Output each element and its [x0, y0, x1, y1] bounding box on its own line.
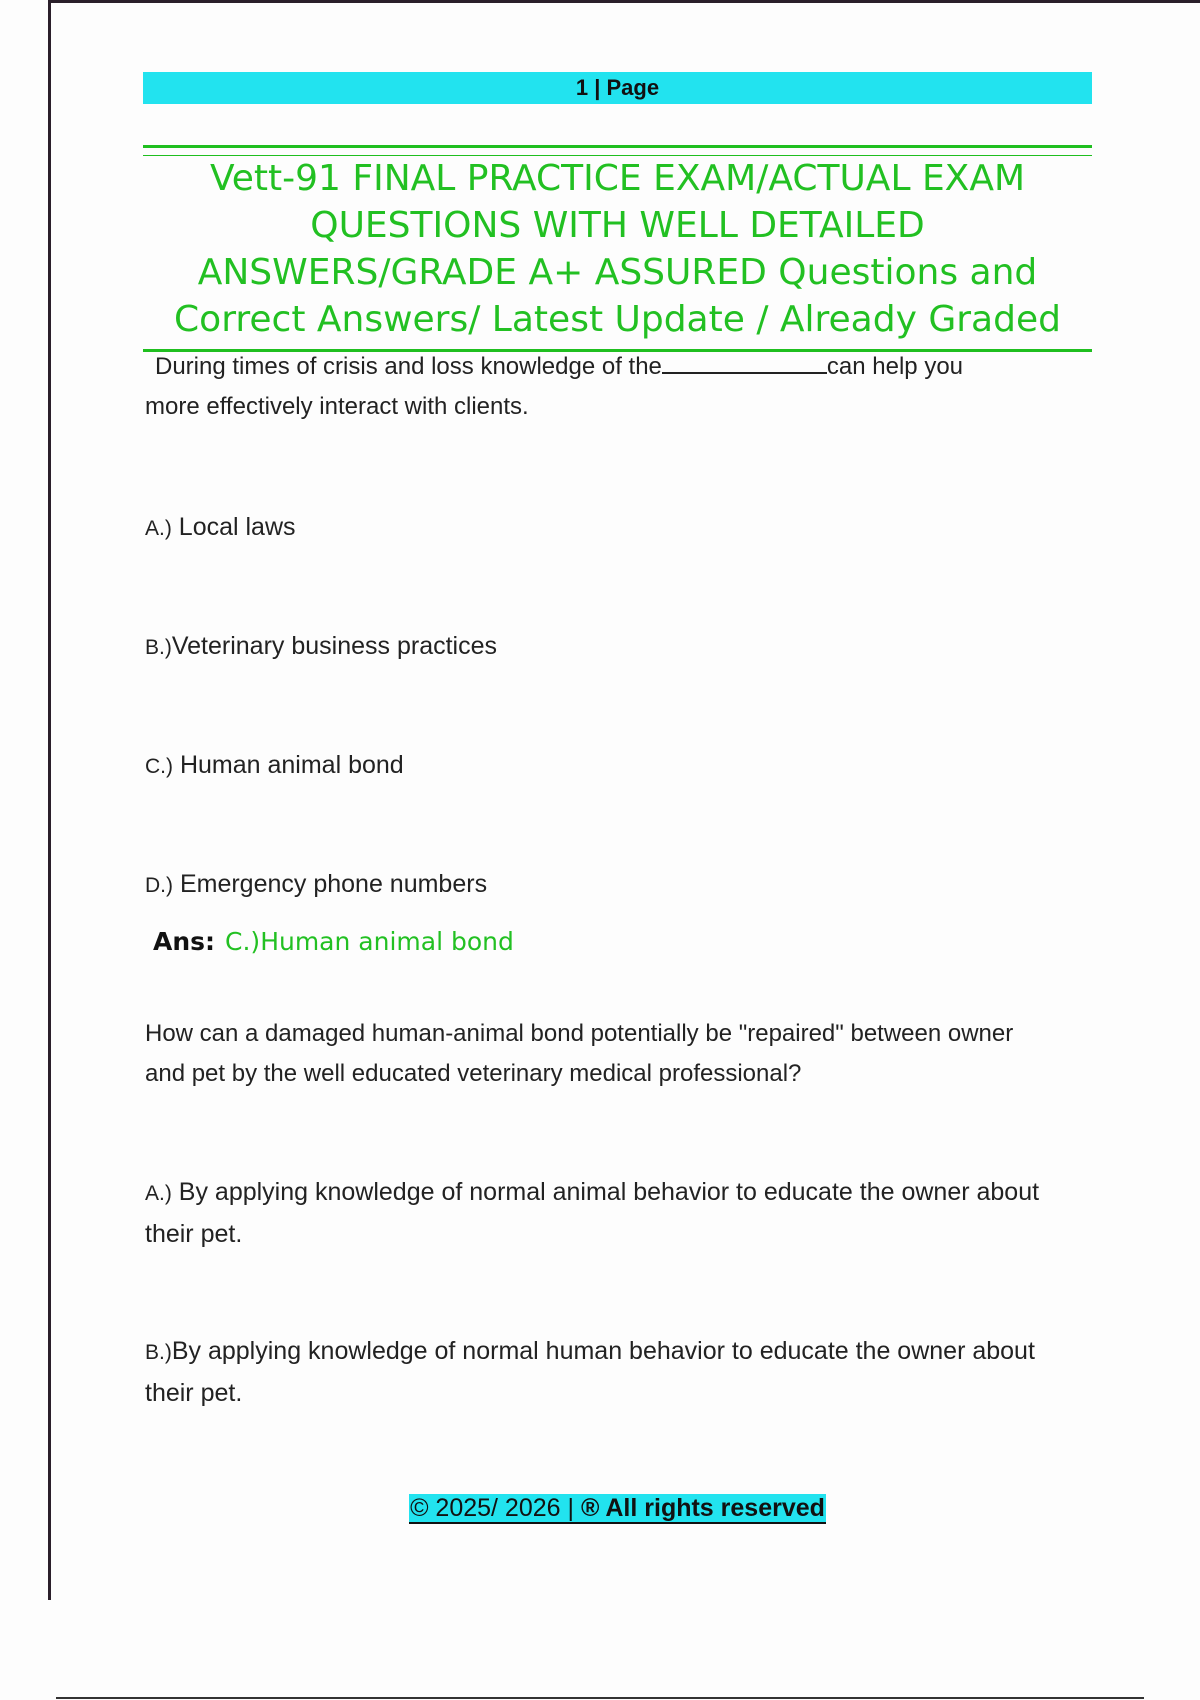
fill-in-blank	[662, 348, 827, 374]
page-frame-left	[48, 0, 51, 1600]
question-2-option-b: B.)By applying knowledge of normal human behavior to educate the owner about their pet.	[145, 1337, 1035, 1407]
document-title	[143, 155, 1092, 343]
title-line-4: Correct Answers/ Latest Update / Already Graded	[174, 299, 1061, 340]
question-1-option-c: C.) Human animal bond	[145, 751, 404, 779]
question-1-option-a: A.) Local laws	[145, 513, 296, 541]
question-1-answer	[153, 922, 514, 962]
question-1-line-2: more effectively interact with clients.	[145, 393, 529, 420]
question-2-option-a: A.) By applying knowledge of normal animal behavior to educate the owner about their pet.	[145, 1178, 1040, 1248]
question-1-option-d: D.) Emergency phone numbers	[145, 870, 488, 898]
copyright-years: © 2025/ 2026 |	[410, 1494, 581, 1522]
page-number-header: 1 | Page	[143, 72, 1092, 104]
answer-value: C.)Human animal bond	[225, 927, 514, 956]
question-2-text	[145, 1014, 1085, 1094]
copyright-footer	[143, 1491, 1092, 1525]
title-rule-top	[143, 145, 1092, 148]
question-1-part-2: can help you	[826, 353, 964, 380]
question-1-text	[145, 347, 1085, 427]
title-line-3: ANSWERS/GRADE A+ ASSURED Questions and	[197, 252, 1038, 293]
question-2-line-2: and pet by the well educated veterinary medical professional?	[145, 1060, 802, 1087]
bottom-rule	[56, 1697, 1144, 1699]
title-line-1: Vett-91 FINAL PRACTICE EXAM/ACTUAL EXAM	[209, 158, 1026, 199]
question-1-part-1: During times of crisis and loss knowledge of the	[155, 353, 662, 380]
question-1-option-b: B.)Veterinary business practices	[145, 632, 498, 660]
title-line-2: QUESTIONS WITH WELL DETAILED	[310, 205, 925, 246]
answer-label: Ans:	[153, 927, 216, 956]
question-2-line-1: How can a damaged human-animal bond potentially be "repaired" between owner	[145, 1020, 1014, 1047]
rights-reserved: ® All rights reserved	[580, 1494, 825, 1522]
page-frame-top	[48, 0, 1200, 3]
